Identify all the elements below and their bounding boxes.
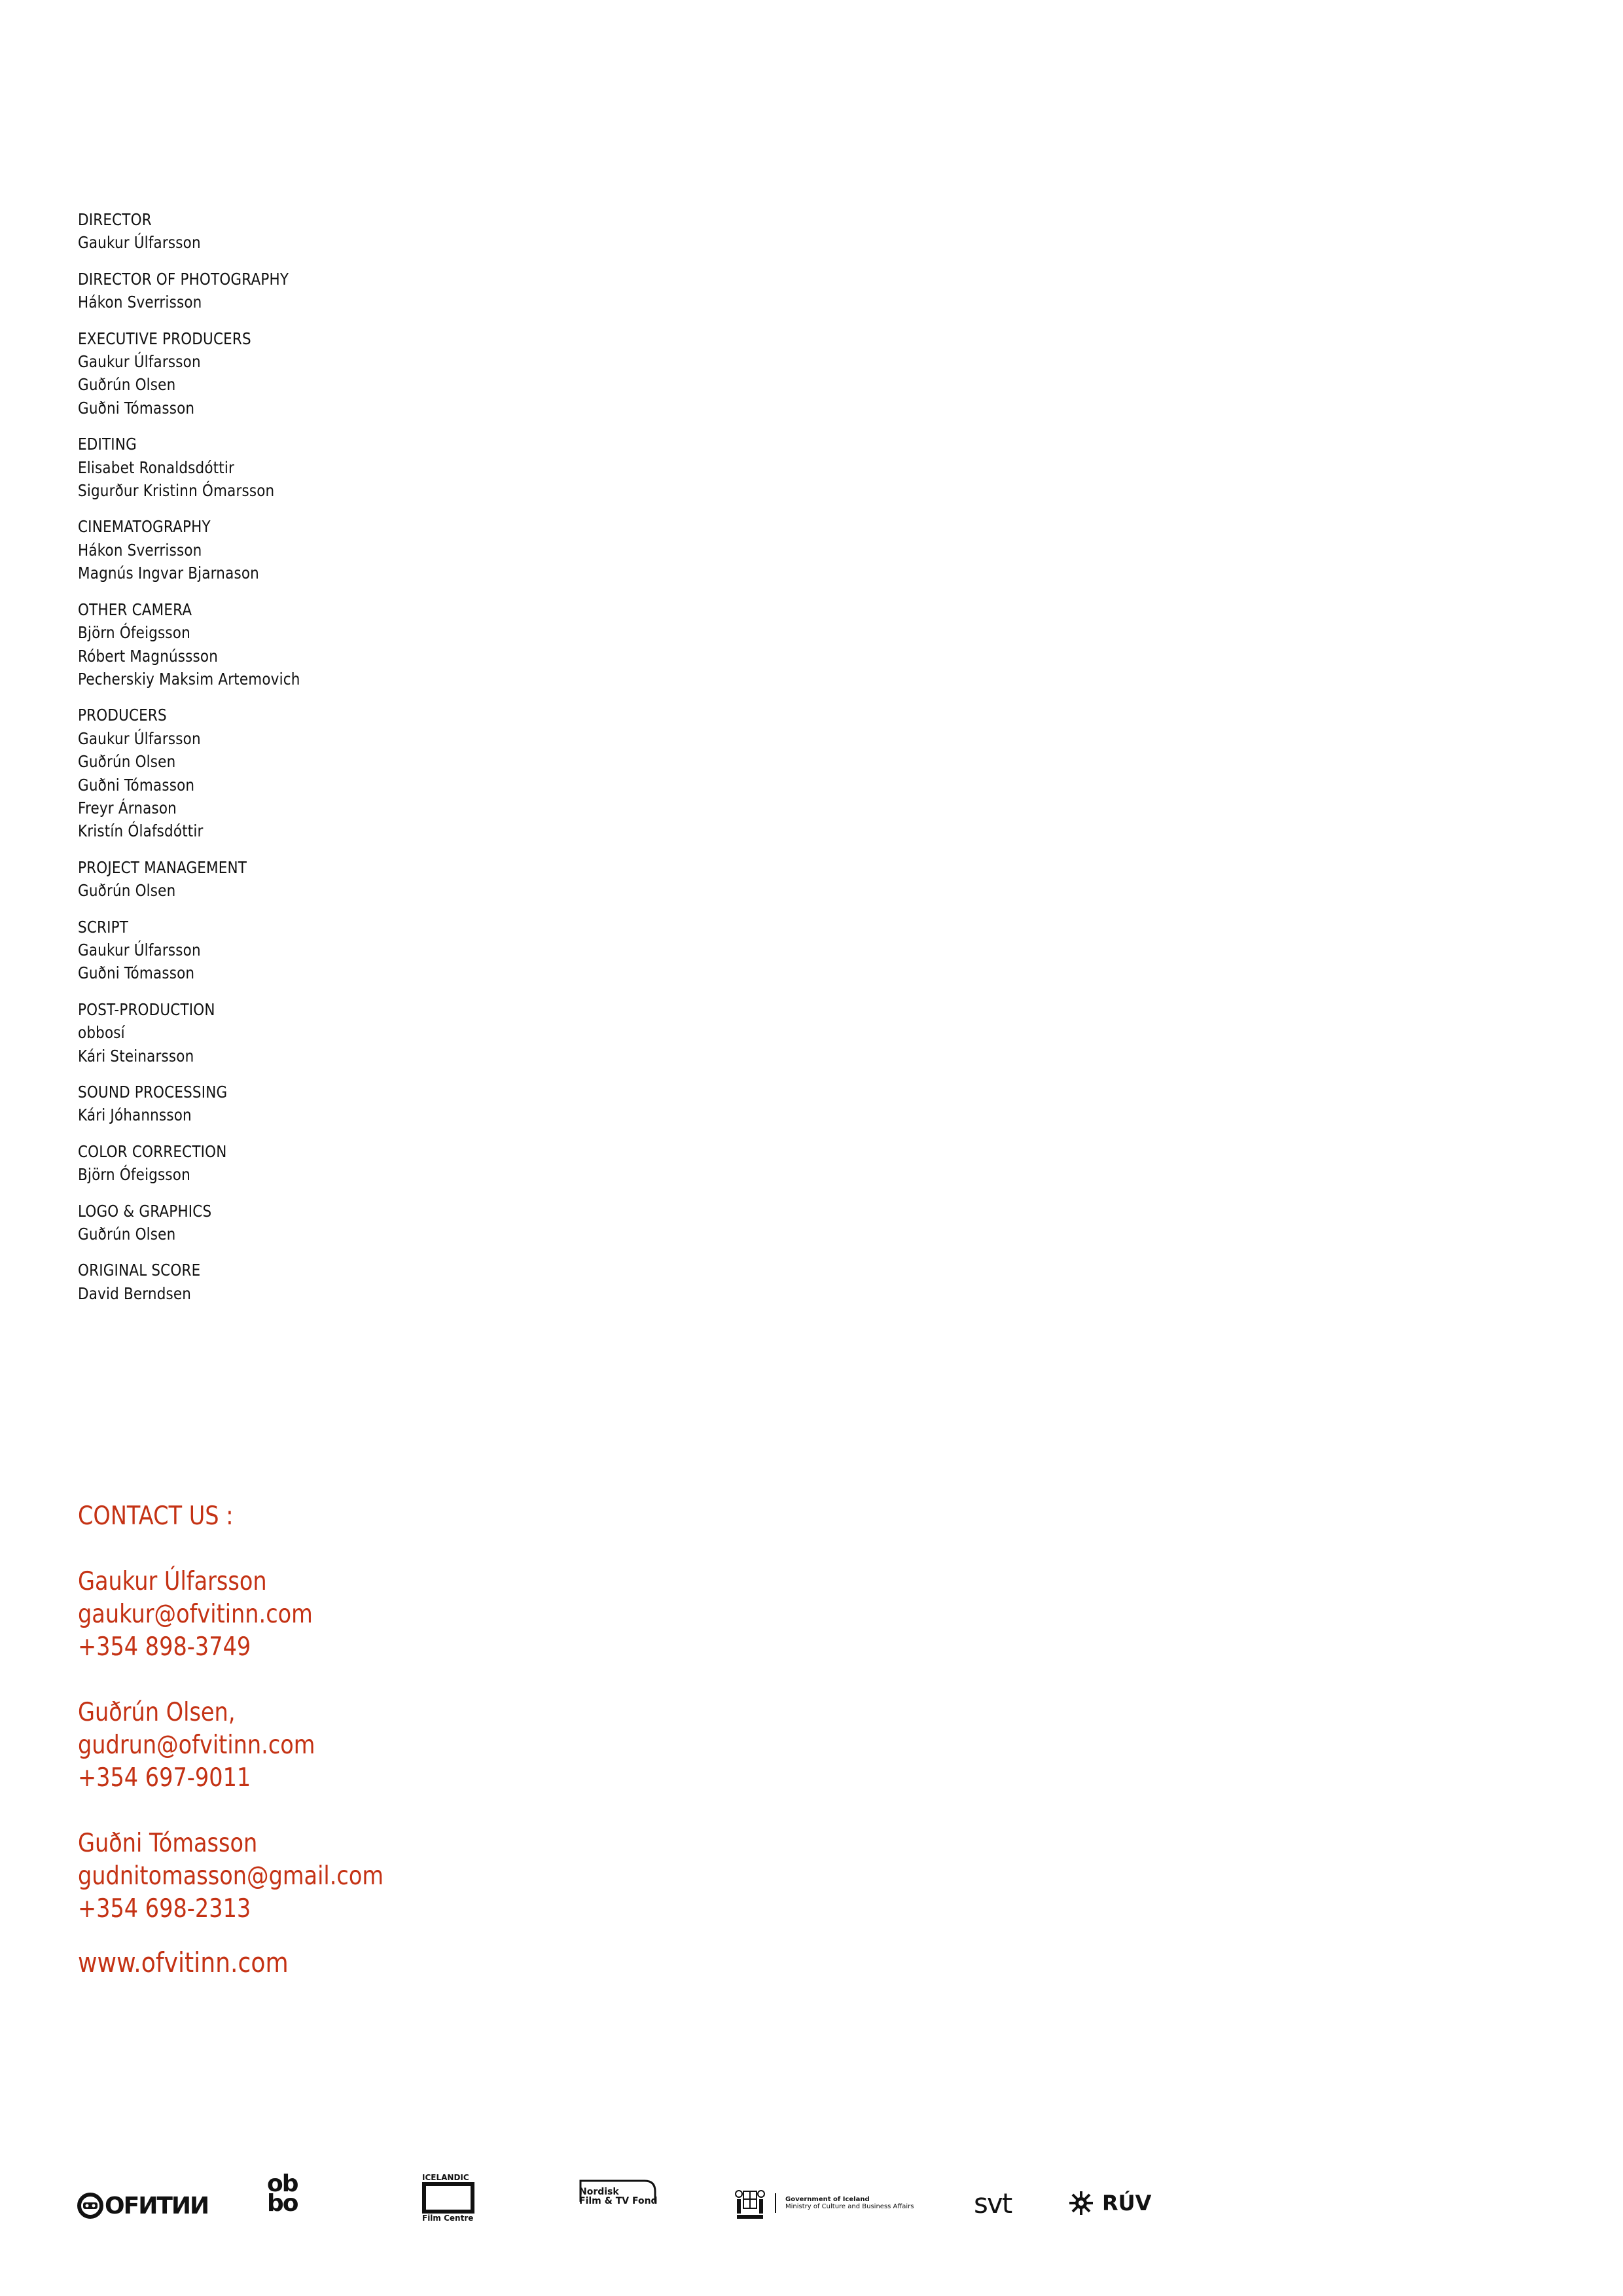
credit-name: Kristín Ólafsdóttir [78,821,204,841]
credit-name: Hákon Sverrisson [78,293,202,312]
credit-name: Björn Ófeigsson [78,623,190,643]
contact-phone[interactable]: +354 898-3749 [78,1632,251,1662]
contact-person [78,1566,433,1664]
credit-role: SCRIPT [78,917,129,937]
contact-email[interactable]: gudnitomasson@gmail.com [78,1861,384,1891]
obbosi-line2: bo [267,2190,298,2217]
ifc-bottom-label: Film Centre [422,2214,474,2223]
credit-block [78,208,667,255]
credit-role: CINEMATOGRAPHY [78,517,211,537]
coat-of-arms-icon [734,2185,766,2221]
credit-block [78,856,667,903]
contact-person [78,1827,433,1926]
ifc-top-label: ICELANDIC [422,2173,469,2182]
credit-block [78,1259,667,1305]
film-frame-icon [422,2182,474,2214]
credit-role: PRODUCERS [78,706,167,725]
government-text [785,2196,914,2210]
credit-role: POST-PRODUCTION [78,999,215,1019]
nordisk-line1: Nordisk [579,2187,619,2197]
contact-name: Guðni Tómasson [78,1829,258,1858]
credit-block [78,1200,667,1246]
ruv-logo [1068,2190,1151,2216]
credit-block [78,515,667,584]
credit-name: Gaukur Úlfarsson [78,728,201,748]
credit-role: LOGO & GRAPHICS [78,1201,212,1221]
government-line1: Government of Iceland [785,2196,870,2203]
obbosi-line1: ob [267,2170,298,2197]
credit-block [78,916,667,985]
contact-phone[interactable]: +354 698-2313 [78,1894,251,1924]
credit-block [78,598,667,691]
obbosi-logo [267,2170,298,2217]
credit-name: Sigurður Kristinn Ómarsson [78,481,275,501]
credit-name: obbosí [78,1023,125,1043]
credit-block [78,1140,667,1187]
contact-section [78,1500,433,1981]
contact-heading: CONTACT US : [78,1501,234,1531]
ruv-spider-icon [1068,2190,1094,2216]
credit-block [78,268,667,314]
credit-block [78,704,667,842]
credit-name: Kári Steinarsson [78,1046,194,1066]
credit-name: Guðrún Olsen [78,752,176,772]
credit-role: EXECUTIVE PRODUCERS [78,329,251,348]
credit-name: Guðni Tómasson [78,775,195,795]
credit-name: Gaukur Úlfarsson [78,233,201,253]
credit-role: ORIGINAL SCORE [78,1261,201,1280]
credit-name: Guðni Tómasson [78,963,195,983]
credit-name: David Berndsen [78,1283,192,1303]
nordisk-logo [579,2179,658,2206]
credit-block [78,327,667,420]
credit-block [78,433,667,502]
contact-name: Gaukur Úlfarsson [78,1567,267,1596]
credits-list [78,208,667,1318]
ofvitinn-logo [77,2191,208,2220]
credit-name: Guðrún Olsen [78,375,176,395]
ofvitinn-wordmark: ОFИTИИ [105,2192,209,2219]
contact-phone[interactable]: +354 697-9011 [78,1763,251,1793]
credit-name: Kári Jóhannsson [78,1105,192,1125]
credit-name: Magnús Ingvar Bjarnason [78,564,259,583]
credit-name: Gaukur Úlfarsson [78,352,201,372]
sponsor-logos [0,2170,1623,2238]
credit-role: EDITING [78,435,137,454]
website-link[interactable]: www.ofvitinn.com [78,1946,289,1979]
government-line2: Ministry of Culture and Business Affairs [785,2203,914,2210]
government-divider [775,2193,776,2213]
credit-name: Hákon Sverrisson [78,540,202,560]
credit-name: Guðrún Olsen [78,881,176,901]
ruv-wordmark: RÚV [1102,2191,1152,2215]
credit-role: SOUND PROCESSING [78,1083,228,1102]
contact-name: Guðrún Olsen, [78,1698,236,1727]
nordisk-line2: Film & TV Fond [579,2196,658,2206]
credit-role: OTHER CAMERA [78,600,192,619]
icelandic-film-centre-logo [422,2173,474,2223]
credit-name: Pecherskiy Maksim Artemovich [78,669,300,689]
credit-role: DIRECTOR OF PHOTOGRAPHY [78,269,289,289]
ofvitinn-mark-icon [77,2193,103,2219]
credit-role: COLOR CORRECTION [78,1141,227,1161]
contact-person [78,1696,433,1795]
credit-role: DIRECTOR [78,210,152,229]
contact-email[interactable]: gudrun@ofvitinn.com [78,1731,315,1760]
credit-name: Elisabet Ronaldsdóttir [78,457,235,477]
credit-block [78,1081,667,1127]
credit-role: PROJECT MANAGEMENT [78,857,247,877]
credit-block [78,998,667,1067]
credit-name: Freyr Árnason [78,798,177,817]
credit-name: Gaukur Úlfarsson [78,940,201,960]
contact-email[interactable]: gaukur@ofvitinn.com [78,1600,313,1629]
credit-name: Guðni Tómasson [78,398,195,418]
credit-name: Guðrún Olsen [78,1225,176,1244]
government-logo [734,2185,914,2221]
svt-logo [974,2187,1011,2219]
credit-name: Björn Ófeigsson [78,1165,190,1185]
svt-wordmark: svt [974,2187,1012,2219]
credit-name: Róbert Magnússson [78,646,219,666]
